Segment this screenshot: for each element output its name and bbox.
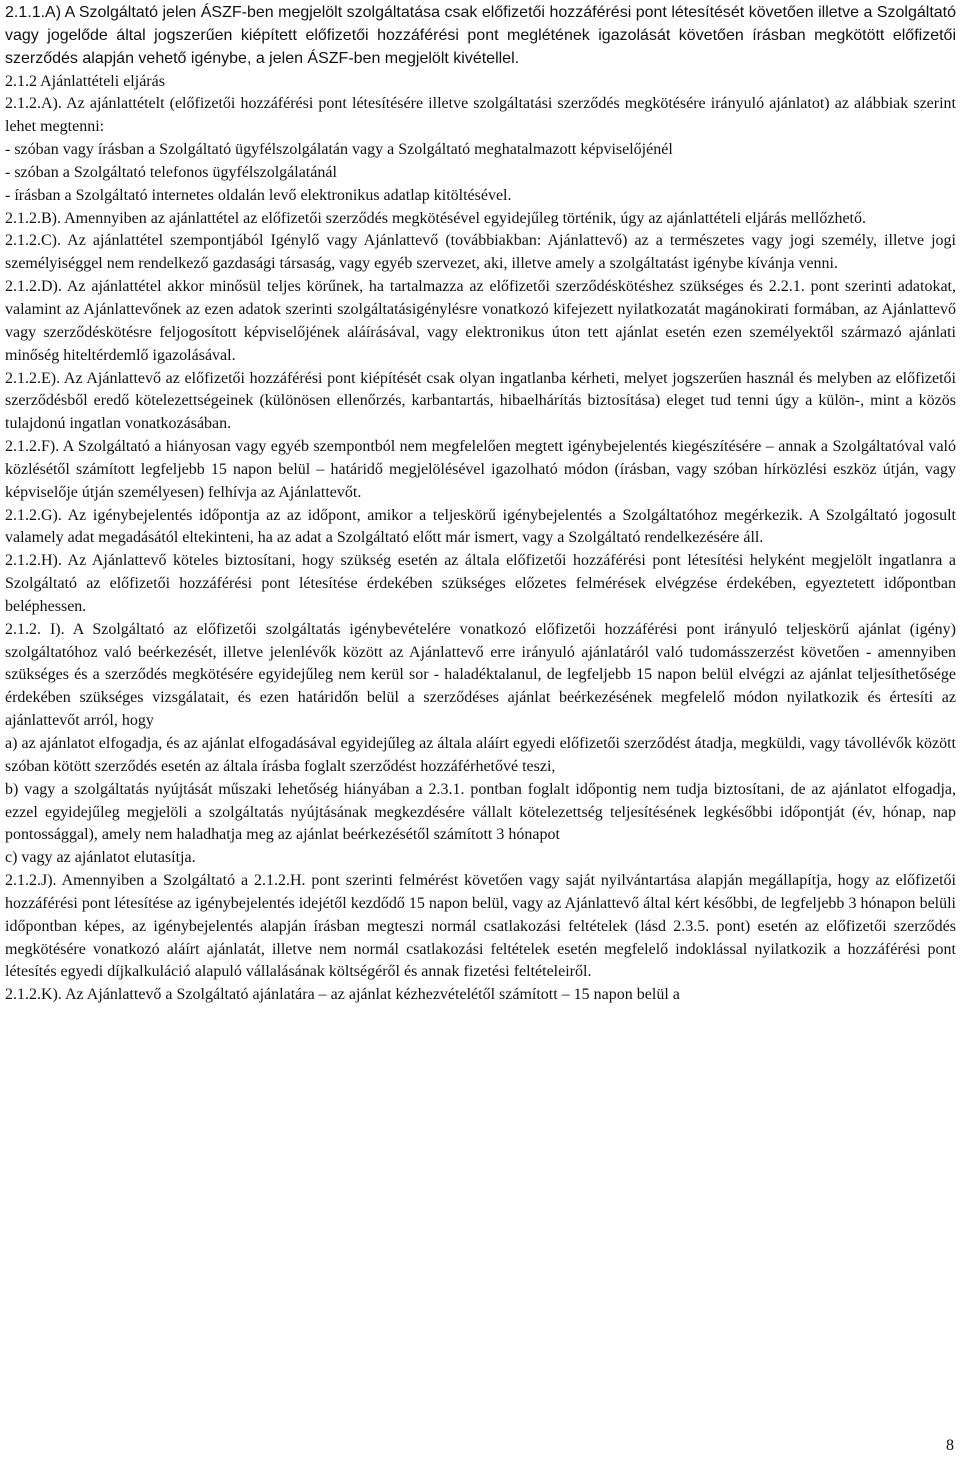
paragraph-2-1-1-a: 2.1.1.A) A Szolgáltató jelen ÁSZF-ben megjelölt szolgáltatása csak előfizetői hozzáférési pont létesítését követően illetve a Szolgáltató vagy jogelőde által jogszerűen kiépített előfizetői hozzáférési pont meglétének igazolását követően írásban megkötött előfizetői szerződés alapján vehető igénybe, a jelen ÁSZF-ben megjelölt kivétellel. [5, 4, 956, 67]
list-item-b: b) vagy a szolgáltatás nyújtását műszaki lehetőség hiányában a 2.3.1. pontban foglalt időpontig nem tudja biztosítani, de az ajánlatot elfogadja, ezzel egyidejűleg megjelöli a szolgáltatás nyújtásának megkezdésére vállalt kötelezettség teljesítésének legkésőbbi időpontját (év, hónap, nap pontossággal), amely nem haladhatja meg az ajánlat beérkezésétől számított 3 hónapot [5, 780, 956, 844]
list-item-c: c) vagy az ajánlatot elutasítja. [5, 849, 196, 867]
paragraph-2-1-2-j: 2.1.2.J). Amennyiben a Szolgáltató a 2.1.2.H. pont szerinti felmérést követően vagy saját nyilvántartása alapján megállapítja, hogy az előfizetői hozzáférési pont létesítése az igénybejelentés idejétől kezdődő 15 napon belül, vagy az Ajánlattevő által kért későbbi, de legfeljebb 3 hónapon belüli időpontban képes, az igénybejelentés alapján írásban megteszi normál csatlakozási feltételek (lásd 2.3.5. pont) esetén az előfizetői szerződés megkötésére vonatkozó aláírt ajánlatát, illetve nem normál csatlakozási feltételek esetén megfelelő indoklással nyilatkozik a hozzáférési pont létesítés egyedi díjkalkuláció alapuló vállalásának költségéről és annak fizetési feltételeiről. [5, 872, 956, 981]
list-item-dash: - írásban a Szolgáltató internetes oldalán levő elektronikus adatlap kitöltésével. [5, 186, 512, 204]
paragraph-2-1-2-a: 2.1.2.A). Az ajánlattételt (előfizetői hozzáférési pont létesítésére illetve szolgáltatási szerződés megkötésére irányuló ajánlatot) az alábbiak szerint lehet megtenni: [5, 95, 956, 136]
paragraph-2-1-2-i: 2.1.2. I). A Szolgáltató az előfizetői szolgáltatás igénybevételére vonatkozó előfizetői hozzáférési pont irányuló teljeskörű ajánlat (igény) szolgáltatóhoz való beérkezését, illetve jelenlévők között az Ajánlattevő erre irányuló ajánlatáról való tudomásszerzést követően - amennyiben szükséges és a szerződés megkötésére egyidejűleg nem kerül sor - haladéktalanul, de legfeljebb 15 napon belül elvégzi az ajánlat teljesíthetősége érdekében szükséges vizsgálatait, és ezen határidőn belül a szerződéses ajánlat beérkezésének megfelelő módon nyilatkozik és értesíti az ajánlattevőt arról, hogy [5, 620, 956, 730]
list-item-dash: - szóban vagy írásban a Szolgáltató ügyfélszolgálatán vagy a Szolgáltató meghatalmazott képviselőjénél [5, 141, 673, 159]
document-body [5, 2, 956, 1007]
paragraph-2-1-2-b: 2.1.2.B). Amennyiben az ajánlattétel az előfizetői szerződés megkötésével egyidejűleg történik, úgy az ajánlattételi eljárás mellőzhető. [5, 209, 866, 227]
paragraph-2-1-2-g: 2.1.2.G). Az igénybejelentés időpontja az az időpont, amikor a teljeskörű igénybejelentés a Szolgáltatóhoz megérkezik. A Szolgáltató jogosult valamely adat megadásától eltekinteni, ha az adat a Szolgáltató előtt már ismert, vagy a Szolgáltató rendelkezésére áll. [5, 506, 956, 547]
paragraph-2-1-2-d: 2.1.2.D). Az ajánlattétel akkor minősül teljes körűnek, ha tartalmazza az előfizetői szerződéskötéshez szükséges és 2.2.1. pont szerinti adatokat, valamint az Ajánlattevőnek az ezen adatok szerinti szolgáltatásigénylésre vonatkozó kifejezett nyilatkozatát magánokirati formában, az Ajánlattevő vagy szerződéskötésre feljogosított képviselőjének aláírásával, vagy elektronikus úton tett ajánlat esetén ezen személyektől származó ajánlati minőség hiteltérdemlő igazolásával. [5, 278, 956, 364]
paragraph-2-1-2-h: 2.1.2.H). Az Ajánlattevő köteles biztosítani, hogy szükség esetén az általa előfizetői hozzáférési pont létesítési helyként megjelölt ingatlanra a Szolgáltató az előfizetői hozzáférési pont létesítése érdekében szükséges előzetes felmérések elvégzése érdekében, egyeztetett időpontban beléphessen. [5, 552, 956, 615]
paragraph-2-1-2-e: 2.1.2.E). Az Ajánlattevő az előfizetői hozzáférési pont kiépítését csak olyan ingatlanba kérheti, melyet jogszerűen használ és melyben az előfizetői szerződésből eredő kötelezettségeinek (különösen ellenőrzés, karbantartás, hibaelhárítás biztosítása) eleget tud tenni úgy a külön-, mint a közös tulajdonú ingatlan vonatkozásában. [5, 369, 956, 433]
list-item-a: a) az ajánlatot elfogadja, és az ajánlat elfogadásával egyidejűleg az általa aláírt egyedi előfizetői szerződést átadja, megküldi, vagy távollévők között szóban kötött szerződés esetén az általa írásba foglalt szerződést hozzáférhetővé teszi, [5, 735, 956, 775]
list-item-dash: - szóban a Szolgáltató telefonos ügyfélszolgálatánál [5, 163, 337, 181]
paragraph-2-1-2-c: 2.1.2.C). Az ajánlattétel szempontjából Igénylő vagy Ajánlattevő (továbbiakban: Ajánlattevő) az a természetes vagy jogi személy, illetve jogi személyiséggel nem rendelkező gazdasági társaság, vagy egyéb szervezet, aki, illetve amely a szolgáltatást igénybe kívánja venni. [5, 232, 956, 273]
paragraph-2-1-2-k: 2.1.2.K). Az Ajánlattevő a Szolgáltató ajánlatára – az ajánlat kézhezvételétől számított – 15 napon belül a [5, 986, 680, 1004]
page-number: 8 [946, 1437, 954, 1454]
paragraph-2-1-2-f: 2.1.2.F). A Szolgáltató a hiányosan vagy egyéb szempontból nem megfelelően megtett igénybejelentés kiegészítésére – annak a Szolgáltatóval való közlésétől számított legfeljebb 15 napon belül – határidő megjelölésével igazolható módon (írásban, vagy szóban hírközlési eszköz útján, vagy képviselője útján személyesen) felhívja az Ajánlattevőt. [5, 438, 956, 501]
section-heading-ajanlatteteli-eljaras: 2.1.2 Ajánlattételi eljárás [5, 72, 165, 90]
